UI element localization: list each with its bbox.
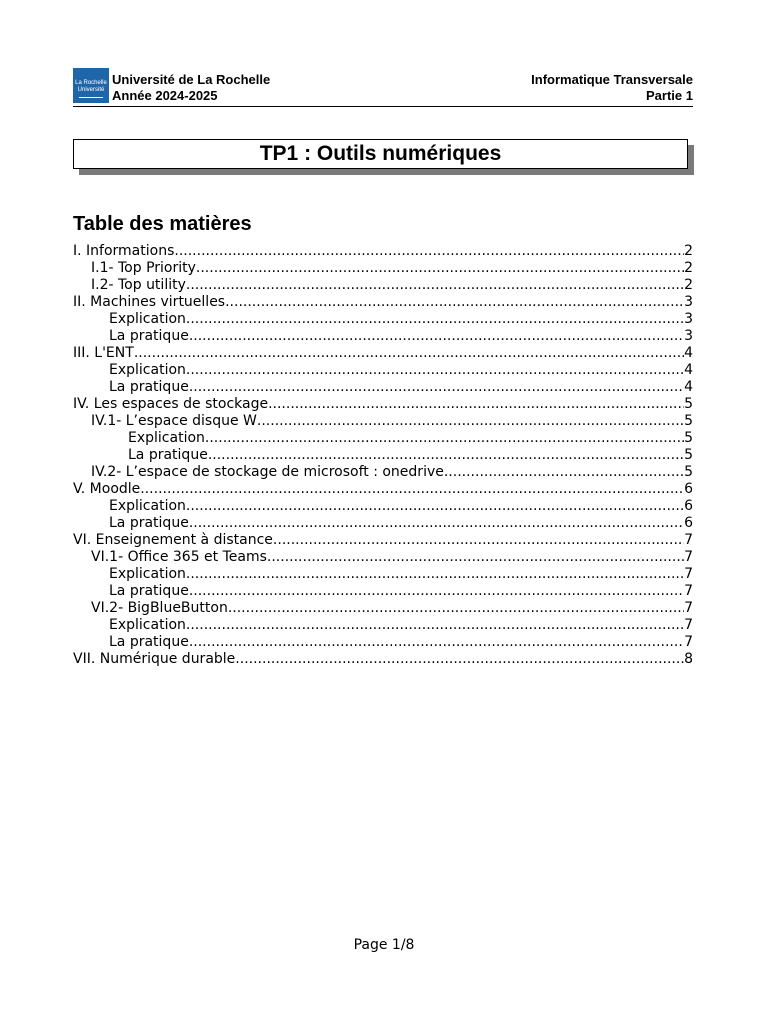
course-name: Informatique Transversale [531, 72, 693, 87]
toc-entry-label: II. Machines virtuelles [73, 294, 226, 310]
toc-entry-page: 7 [684, 583, 693, 599]
toc-leader-dots [273, 532, 684, 549]
toc-entry[interactable] [73, 617, 693, 634]
toc-entry-label: Explication [109, 617, 186, 633]
toc-entry[interactable] [73, 396, 693, 413]
toc-heading: Table des matières [73, 213, 252, 235]
toc-entry-label: I. Informations [73, 243, 175, 259]
toc-entry-page: 7 [684, 549, 693, 565]
academic-year: Année 2024-2025 [112, 88, 218, 103]
toc-leader-dots [267, 549, 684, 566]
toc-entry[interactable] [73, 600, 693, 617]
toc-entry-page: 7 [684, 532, 693, 548]
toc-entry-label: Explication [109, 311, 186, 327]
toc-entry-label: V. Moodle [73, 481, 141, 497]
toc-entry[interactable] [73, 464, 693, 481]
toc-entry-label: Explication [128, 430, 205, 446]
toc-entry[interactable] [73, 549, 693, 566]
toc-entry[interactable] [73, 277, 693, 294]
toc-entry-page: 2 [684, 260, 693, 276]
toc-entry-label: VI.1- Office 365 et Teams [91, 549, 267, 565]
toc-entry[interactable] [73, 379, 693, 396]
page-header [73, 68, 693, 107]
toc-entry-label: IV.2- L’espace de stockage de microsoft : onedrive [91, 464, 444, 480]
toc-leader-dots [225, 294, 684, 311]
toc-entry-page: 5 [684, 396, 693, 412]
toc-leader-dots [186, 617, 684, 634]
logo-text-line1: La Rochelle [75, 80, 107, 86]
toc-entry-page: 5 [684, 464, 693, 480]
toc-entry-page: 7 [684, 634, 693, 650]
toc-entry-page: 4 [684, 362, 693, 378]
toc-entry[interactable] [73, 311, 693, 328]
toc-entry-label: La pratique [109, 634, 189, 650]
toc-entry-page: 2 [684, 243, 693, 259]
toc-entry-label: La pratique [109, 583, 189, 599]
toc-entry-page: 5 [684, 447, 693, 463]
toc-leader-dots [189, 379, 684, 396]
toc-entry[interactable] [73, 430, 693, 447]
toc-leader-dots [189, 328, 684, 345]
toc-entry-page: 4 [684, 345, 693, 361]
toc-entry-label: La pratique [109, 379, 189, 395]
toc-leader-dots [186, 498, 684, 515]
toc-leader-dots [189, 634, 684, 651]
toc-entry[interactable] [73, 498, 693, 515]
toc-entry-page: 3 [684, 294, 693, 310]
toc-entry[interactable] [73, 634, 693, 651]
toc-leader-dots [235, 651, 684, 668]
toc-entry-page: 7 [684, 617, 693, 633]
toc-entry-label: III. L'ENT [73, 345, 134, 361]
toc-entry-label: Explication [109, 566, 186, 582]
toc-entry[interactable] [73, 651, 693, 668]
toc-entry-label: La pratique [128, 447, 208, 463]
toc-entry[interactable] [73, 260, 693, 277]
toc-entry[interactable] [73, 294, 693, 311]
course-part: Partie 1 [646, 88, 693, 103]
toc-leader-dots [268, 396, 684, 413]
toc-entry-label: Explication [109, 362, 186, 378]
toc-leader-dots [228, 600, 684, 617]
toc-entry[interactable] [73, 345, 693, 362]
toc-entry-label: VII. Numérique durable [73, 651, 236, 667]
toc-entry[interactable] [73, 566, 693, 583]
toc-entry[interactable] [73, 243, 693, 260]
toc-entry[interactable] [73, 413, 693, 430]
toc-leader-dots [196, 260, 684, 277]
toc-entry-page: 4 [684, 379, 693, 395]
toc-entry-page: 5 [684, 413, 693, 429]
toc-leader-dots [444, 464, 684, 481]
toc-entry-page: 2 [684, 277, 693, 293]
toc-entry[interactable] [73, 583, 693, 600]
logo-text-line2: Université [77, 87, 105, 93]
toc-entry-label: VI.2- BigBlueButton [91, 600, 228, 616]
page-number: Page 1/8 [353, 937, 415, 953]
toc-entry-page: 3 [684, 328, 693, 344]
toc-entry-page: 7 [684, 566, 693, 582]
toc-entry-page: 6 [684, 498, 693, 514]
toc-leader-dots [189, 583, 684, 600]
toc-entry-page: 6 [684, 515, 693, 531]
toc-leader-dots [134, 345, 684, 362]
toc-leader-dots [208, 447, 684, 464]
toc-entry-label: IV. Les espaces de stockage [73, 396, 269, 412]
toc-entry-label: VI. Enseignement à distance [73, 532, 273, 548]
university-name: Université de La Rochelle [112, 72, 271, 87]
title-frame [73, 139, 688, 169]
toc-leader-dots [205, 430, 684, 447]
toc-entry-label: La pratique [109, 515, 189, 531]
toc-leader-dots [189, 515, 684, 532]
toc-entry-page: 7 [684, 600, 693, 616]
toc-entry[interactable] [73, 362, 693, 379]
toc-leader-dots [186, 277, 684, 294]
toc-entry-label: IV.1- L’espace disque W [91, 413, 257, 429]
toc-entry-page: 3 [684, 311, 693, 327]
university-logo [73, 68, 109, 103]
toc-leader-dots [257, 413, 684, 430]
toc-entry-label: Explication [109, 498, 186, 514]
toc-entry[interactable] [73, 515, 693, 532]
toc-entry[interactable] [73, 328, 693, 345]
toc-entry-label: I.2- Top utility [91, 277, 186, 293]
toc-entry-page: 8 [684, 651, 693, 667]
toc-leader-dots [186, 566, 684, 583]
header-left [112, 72, 270, 104]
toc-entry-label: La pratique [109, 328, 189, 344]
toc-entry-page: 6 [684, 481, 693, 497]
toc-entry[interactable] [73, 481, 693, 498]
header-right [531, 72, 693, 104]
toc-leader-dots [186, 362, 684, 379]
toc-leader-dots [186, 311, 684, 328]
document-title: TP1 : Outils numériques [73, 139, 688, 169]
toc-entry[interactable] [73, 532, 693, 549]
toc-entry[interactable] [73, 447, 693, 464]
toc-leader-dots [174, 243, 684, 260]
toc-leader-dots [140, 481, 684, 498]
toc-entry-label: I.1- Top Priority [91, 260, 196, 276]
logo-underline [79, 97, 103, 98]
toc-entry-page: 5 [684, 430, 693, 446]
table-of-contents [73, 243, 693, 668]
